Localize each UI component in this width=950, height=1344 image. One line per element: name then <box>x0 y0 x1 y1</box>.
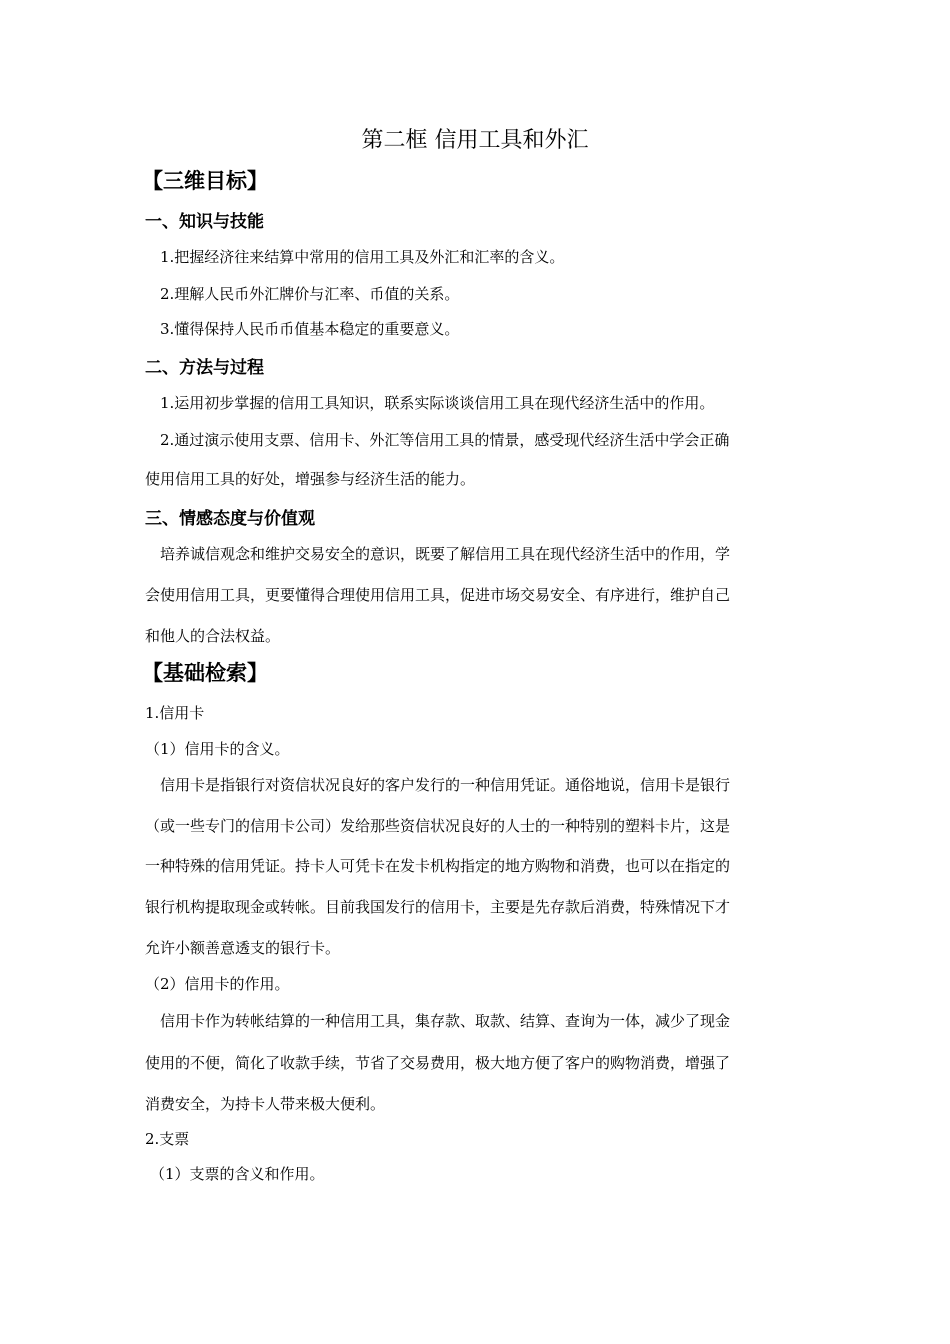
section-heading-objectives: 【三维目标】 <box>142 169 268 193</box>
paragraph-line: 信用卡作为转帐结算的一种信用工具，集存款、取款、结算、查询为一体，减少了现金 <box>160 1012 731 1030</box>
item-subheading: （2）信用卡的作用。 <box>145 975 290 993</box>
list-item: 3.懂得保持人民币币值基本稳定的重要意义。 <box>160 320 460 338</box>
section-heading-basics: 【基础检索】 <box>142 661 268 685</box>
subheading-attitude-values: 三、情感态度与价值观 <box>145 509 315 529</box>
paragraph-line: 2.通过演示使用支票、信用卡、外汇等信用工具的情景，感受现代经济生活中学会正确 <box>160 431 730 449</box>
paragraph-line: 允许小额善意透支的银行卡。 <box>145 939 341 957</box>
list-item: 1.把握经济往来结算中常用的信用工具及外汇和汇率的含义。 <box>160 248 565 266</box>
item-heading-check: 2.支票 <box>145 1130 190 1148</box>
subheading-knowledge-skills: 一、知识与技能 <box>145 212 264 232</box>
paragraph-line: 使用的不便，简化了收款手续，节省了交易费用，极大地方便了客户的购物消费，增强了 <box>145 1054 731 1072</box>
list-item: 2.理解人民币外汇牌价与汇率、币值的关系。 <box>160 285 460 303</box>
paragraph-line: 使用信用工具的好处，增强参与经济生活的能力。 <box>145 470 476 488</box>
paragraph-line: （或一些专门的信用卡公司）发给那些资信状况良好的人士的一种特别的塑料卡片，这是 <box>145 817 731 835</box>
subheading-method-process: 二、方法与过程 <box>145 358 264 378</box>
item-heading-credit-card: 1.信用卡 <box>145 704 205 722</box>
paragraph-line: 和他人的合法权益。 <box>145 627 281 645</box>
item-subheading: （1）支票的含义和作用。 <box>150 1165 325 1183</box>
paragraph-line: 一种特殊的信用凭证。持卡人可凭卡在发卡机构指定的地方购物和消费，也可以在指定的 <box>145 857 731 875</box>
page-title: 第二框 信用工具和外汇 <box>361 128 589 153</box>
paragraph-line: 消费安全，为持卡人带来极大便利。 <box>145 1095 386 1113</box>
item-subheading: （1）信用卡的含义。 <box>145 740 290 758</box>
paragraph-line: 银行机构提取现金或转帐。目前我国发行的信用卡，主要是先存款后消费，特殊情况下才 <box>145 898 731 916</box>
paragraph-line: 培养诚信观念和维护交易安全的意识，既要了解信用工具在现代经济生活中的作用，学 <box>160 545 731 563</box>
paragraph-line: 会使用信用工具，更要懂得合理使用信用工具，促进市场交易安全、有序进行，维护自己 <box>145 586 731 604</box>
paragraph-line: 信用卡是指银行对资信状况良好的客户发行的一种信用凭证。通俗地说，信用卡是银行 <box>160 776 731 794</box>
list-item: 1.运用初步掌握的信用工具知识，联系实际谈谈信用工具在现代经济生活中的作用。 <box>160 394 715 412</box>
